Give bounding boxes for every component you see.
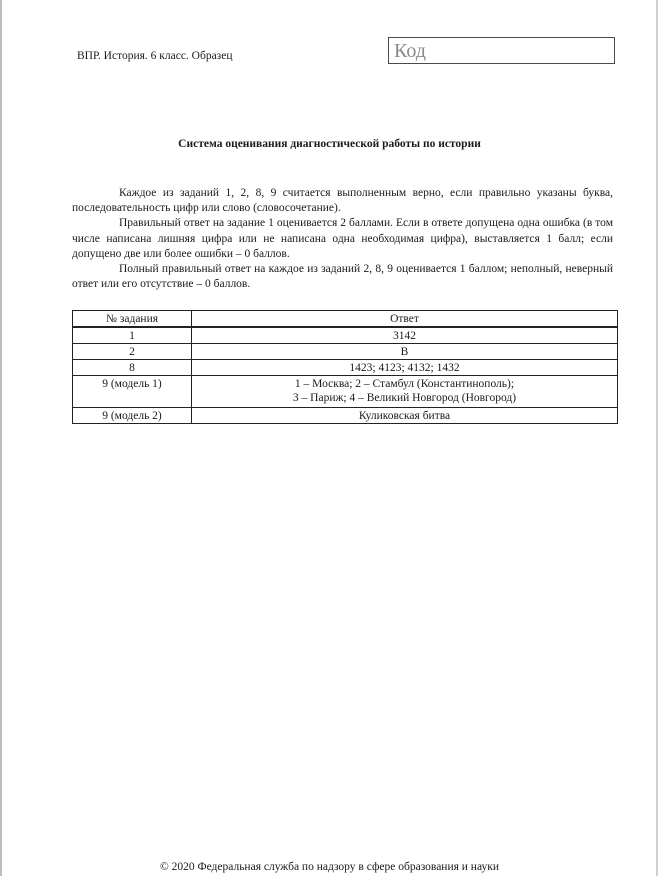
table-header-row: [73, 311, 618, 328]
answer-cell: Куликовская битва: [192, 408, 618, 424]
paragraph: Каждое из заданий 1, 2, 8, 9 считается выполненным верно, если правильно указаны буква, последовательность цифр или слово (словосочетание).: [72, 187, 613, 215]
answer-line: 3 – Париж; 4 – Великий Новгород (Новгород): [292, 392, 517, 404]
table-row: [73, 344, 618, 360]
code-input-box[interactable]: [388, 37, 615, 64]
page-right-edge: [656, 0, 658, 876]
table-row: [73, 327, 618, 344]
answer-cell: 3142: [192, 327, 618, 344]
table-row: [73, 376, 618, 408]
task-number-cell: 2: [73, 344, 192, 360]
table-row: [73, 360, 618, 376]
column-header-task-number: № задания: [73, 311, 192, 328]
page-left-edge: [0, 0, 2, 876]
answer-cell: 1423; 4123; 4132; 1432: [192, 360, 618, 376]
answer-line: 1 – Москва; 2 – Стамбул (Константинополь);: [294, 378, 515, 390]
paragraph: Правильный ответ на задание 1 оценивается 2 баллами. Если в ответе допущена одна ошибка (в том числе написана лишняя цифра или не написана одна необходимая цифра), выставляется 1 балл; если допущено две или более ошибки – 0 баллов.: [72, 217, 613, 260]
copyright-footer: © 2020 Федеральная служба по надзору в сфере образования и науки: [160, 861, 499, 873]
grading-rules-text: [72, 186, 613, 292]
column-header-answer: Ответ: [192, 311, 618, 328]
task-number-cell: 1: [73, 327, 192, 344]
task-number-cell: 9 (модель 2): [73, 408, 192, 424]
code-box-label: Код: [394, 40, 426, 62]
task-number-cell: 9 (модель 1): [73, 376, 192, 408]
task-number-cell: 8: [73, 360, 192, 376]
answer-cell: В: [192, 344, 618, 360]
document-header-label: ВПР. История. 6 класс. Образец: [77, 50, 233, 62]
answers-table: [72, 310, 618, 424]
table-row: [73, 408, 618, 424]
answer-cell: [192, 376, 618, 408]
page-title: Система оценивания диагностической работы по истории: [178, 138, 481, 150]
paragraph: Полный правильный ответ на каждое из заданий 2, 8, 9 оценивается 1 баллом; неполный, неверный ответ или его отсутствие – 0 баллов.: [72, 263, 613, 291]
